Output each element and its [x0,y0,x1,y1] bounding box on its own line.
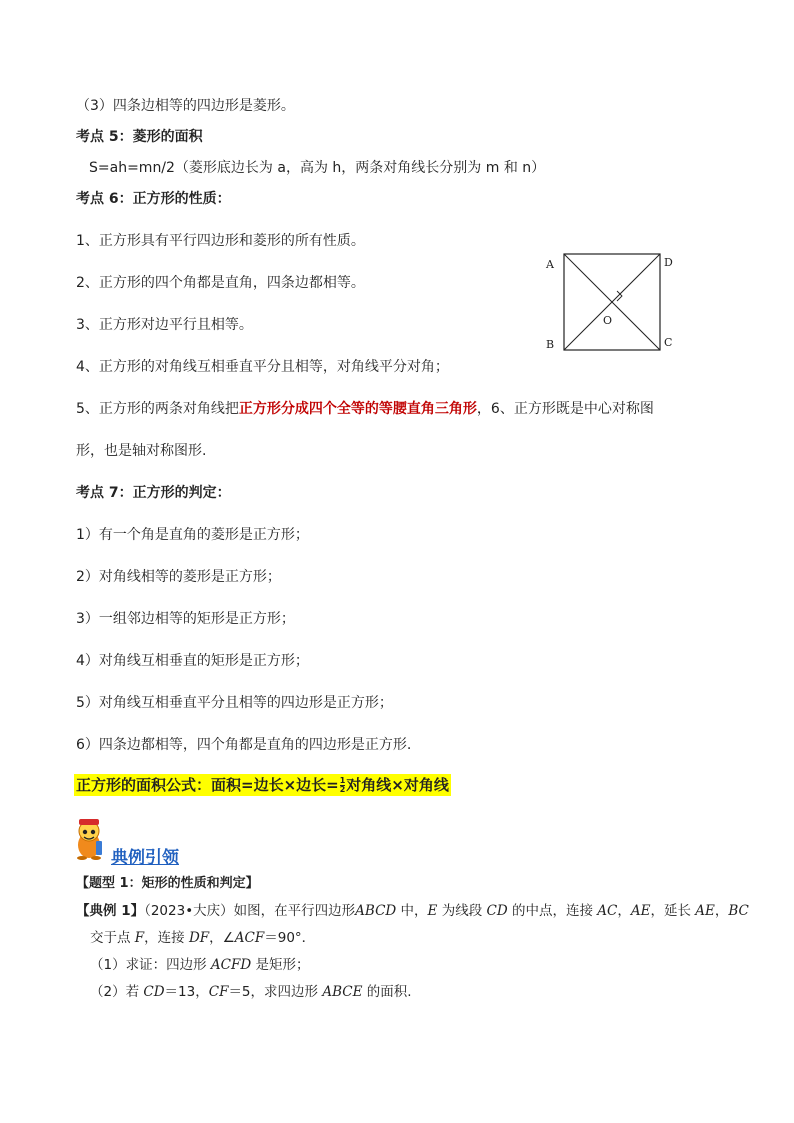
square-prop-5 [76,398,654,418]
math-acf: ACF [234,930,265,946]
math-ae: AE [630,903,651,919]
one-half-fraction [340,777,346,794]
square-prop-5-cont: 形，也是轴对称图形. [76,443,207,459]
text-seg: （1）求证：四边形 [90,957,211,973]
text-seg: 的中点，连接 [507,903,598,919]
math-bc: BC [728,903,749,919]
math-cf: CF [208,984,229,1000]
math-cd: CD [143,984,165,1000]
text-seg: ，延长 [650,903,696,919]
fraction-denominator: 2 [339,785,346,794]
example-1-line1 [76,899,749,919]
area-formula-part1: 正方形的面积公式：面积=边长×边长= [76,776,339,794]
math-e: E [427,903,438,919]
math-abcd: ABCD [355,903,397,919]
example-1-line2 [90,926,315,946]
square-prop-1: 1、正方形具有平行四边形和菱形的所有性质。 [76,233,365,249]
example-1-question-1 [90,953,309,973]
text-seg: 为线段 [437,903,487,919]
square-judge-1: 1）有一个角是直角的菱形是正方形； [76,527,309,543]
text-seg: ，连接 [144,930,189,946]
rhombus-item-3: （3）四条边相等的四边形是菱形。 [76,98,295,114]
label-o: O [603,314,613,327]
text-seg: ＝5，求四边形 [228,984,323,1000]
text-seg: ，∠ [209,930,235,946]
square-prop-5-start: 5、正方形的两条对角线把 [76,401,239,417]
text-seg: ＝90°． [264,930,316,946]
square-figure [540,248,690,356]
square-area-formula [74,774,451,795]
question-type-heading: 【题型 1：矩形的性质和判定】 [76,876,259,891]
square-judge-heading: 考点 7：正方形的判定： [76,485,231,501]
square-area-formula-box [74,774,451,796]
example-tag: 【典例 1】 [76,903,145,919]
label-d: D [664,256,673,269]
label-a: A [546,258,554,271]
section-title: 典例引领 [111,848,179,868]
area-formula-part2: 对角线×对角线 [346,776,449,794]
math-f: F [134,930,145,946]
text-seg: 交于点 [90,930,135,946]
square-prop-5-highlight: 正方形分成四个全等的等腰直角三角形 [238,401,477,417]
mascot-icon [72,815,106,861]
math-df: DF [188,930,210,946]
square-prop-3: 3、正方形对边平行且相等。 [76,317,253,333]
square-prop-2: 2、正方形的四个角都是直角，四条边都相等。 [76,275,365,291]
text-seg: ， [617,903,631,919]
text-seg: 的面积. [362,984,412,1000]
math-abce: ABCE [322,984,363,1000]
math-ac: AC [597,903,618,919]
rhombus-area-heading: 考点 5：菱形的面积 [76,129,203,145]
math-acfd: ACFD [210,957,252,973]
square-judge-6: 6）四条边都相等，四个角都是直角的四边形是正方形. [76,737,412,753]
text-seg: （2）若 [90,984,144,1000]
square-props-heading: 考点 6：正方形的性质： [76,191,231,207]
text-seg: ＝13， [164,984,209,1000]
square-judge-2: 2）对角线相等的菱形是正方形； [76,569,281,585]
square-judge-3: 3）一组邻边相等的矩形是正方形； [76,611,295,627]
label-c: C [664,336,673,349]
text-seg: 是矩形； [251,957,310,973]
text-seg: 中， [396,903,428,919]
example-source: （2023•大庆）如图，在平行四边形 [144,903,356,919]
math-cd: CD [486,903,508,919]
square-judge-5: 5）对角线互相垂直平分且相等的四边形是正方形； [76,695,393,711]
fraction-numerator: 1 [339,776,346,785]
example-1-question-2 [90,980,412,1000]
text-seg: ， [714,903,729,919]
square-prop-4: 4、正方形的对角线互相垂直平分且相等，对角线平分对角； [76,359,449,375]
math-ae: AE [695,903,715,919]
label-b: B [546,338,555,351]
square-judge-4: 4）对角线互相垂直的矩形是正方形； [76,653,309,669]
square-prop-5-end: ，6、正方形既是中心对称图 [476,401,654,417]
rhombus-area-formula: S=ah=mn/2（菱形底边长为 a，高为 h，两条对角线长分别为 m 和 n） [89,160,546,176]
